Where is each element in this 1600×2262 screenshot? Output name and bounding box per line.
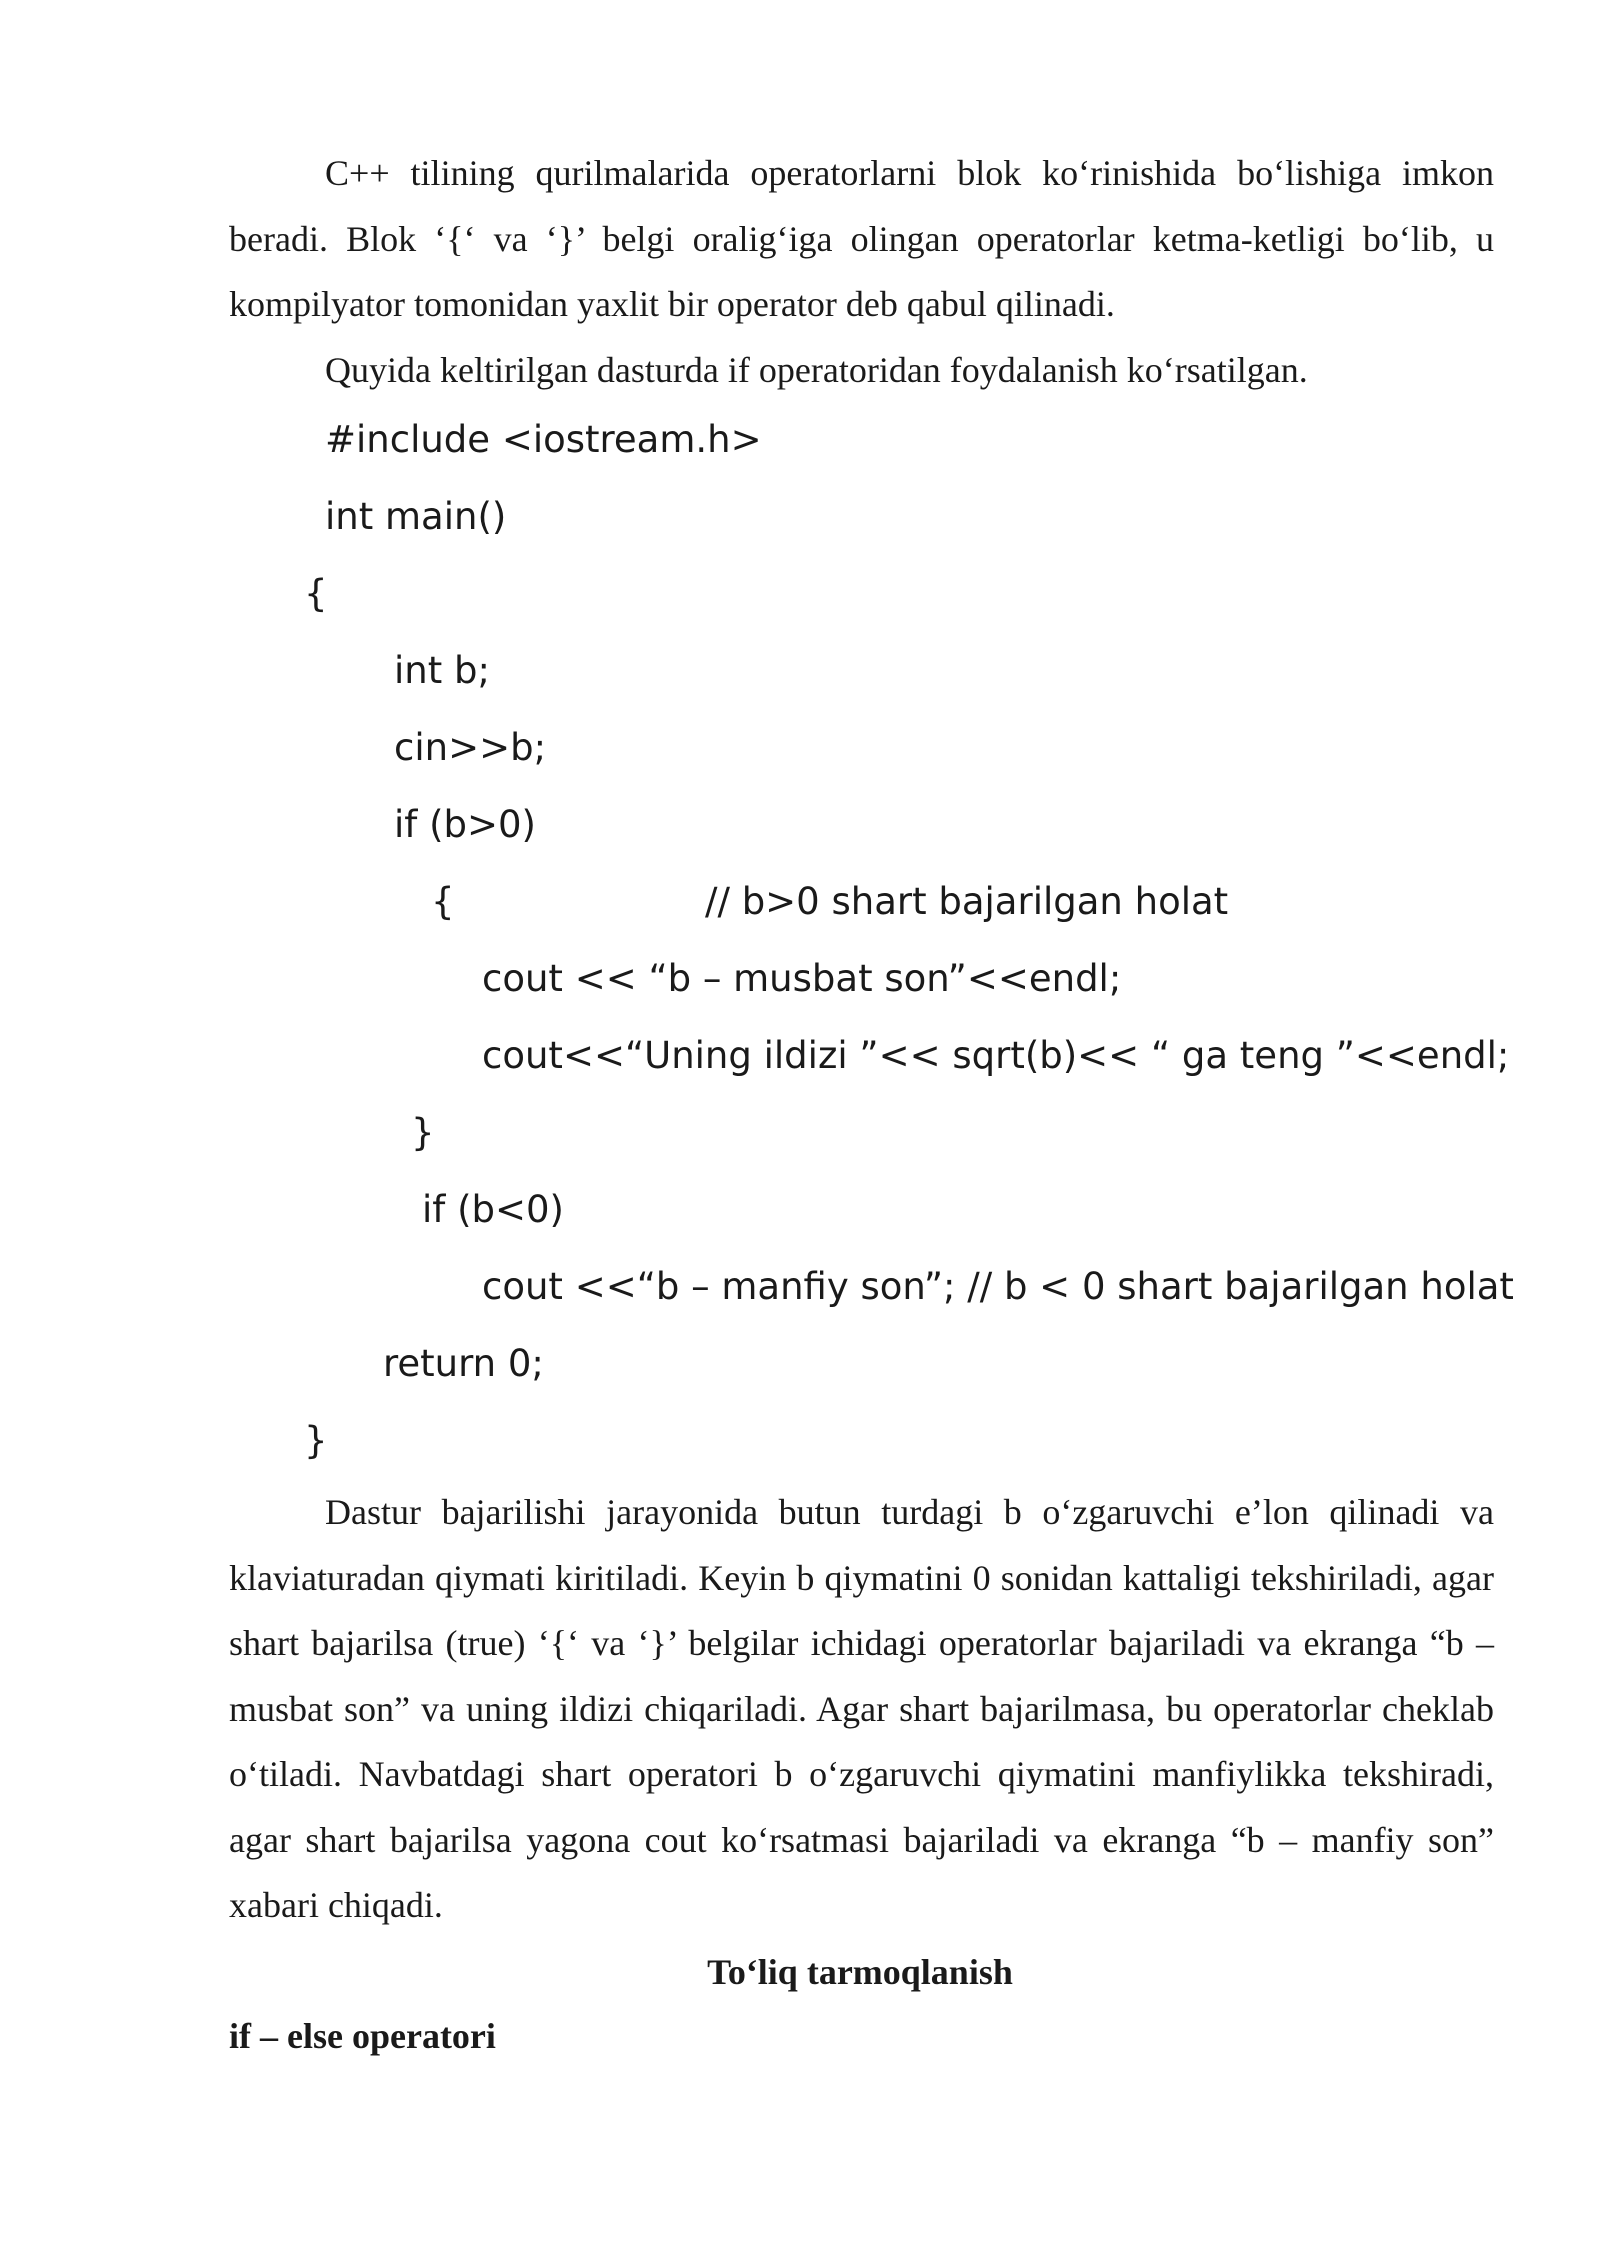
code-line-cout-sqrt: cout<<“Uning ildizi ”<< sqrt(b)<< “ ga teng ”<<endl; xyxy=(482,1034,1510,1077)
code-line-declare: int b; xyxy=(394,649,490,692)
code-line-main: int main() xyxy=(325,495,507,538)
code-line-include: #include <iostream.h> xyxy=(325,418,762,461)
code-line-cout-negative: cout <<“b – manfiy son”; // b < 0 shart bajarilgan holat xyxy=(482,1265,1514,1308)
intro-paragraph: C++ tilining qurilmalarida operatorlarni blok ko‘rinishida bo‘lishiga imkon beradi. Blok ‘{‘ va ‘}’ belgi oralig‘iga olingan operatorlar ketma-ketligi bo‘lib, u kompilyator tomonidan yaxlit bir operator deb qabul qilinadi. xyxy=(229,153,1494,324)
subsection-title: if – else operatori xyxy=(229,2016,496,2056)
code-line-if-positive: if (b>0) xyxy=(394,803,536,846)
section-title: To‘liq tarmoqlanish xyxy=(707,1952,1013,1992)
code-line-cout-positive: cout << “b – musbat son”<<endl; xyxy=(482,957,1122,1000)
code-line-block-close: } xyxy=(411,1111,435,1154)
code-line-close-brace: } xyxy=(304,1419,328,1462)
code-comment-positive: // b>0 shart bajarilgan holat xyxy=(705,880,1229,923)
explanation-paragraph: Dastur bajarilishi jarayonida butun turdagi b o‘zgaruvchi e’lon qilinadi va klaviaturadan qiymati kiritiladi. Keyin b qiymatini 0 sonidan kattaligi tekshiriladi, agar shart bajarilsa (true) ‘{‘ va ‘}’ belgilar ichidagi operatorlar bajariladi va ekranga “b – musbat son” va uning ildizi chiqariladi. Agar shart bajarilmasa, bu operatorlar cheklab o‘tiladi. Navbatdagi shart operatori b o‘zgaruvchi qiymatini manfiylikka tekshiradi, agar shart bajarilsa yagona cout ko‘rsatmasi bajariladi va ekranga “b – manfiy son” xabari chiqadi. xyxy=(229,1492,1494,1925)
code-line-open-brace: { xyxy=(304,572,328,615)
code-line-if-negative: if (b<0) xyxy=(422,1188,564,1231)
example-intro-line: Quyida keltirilgan dasturda if operatoridan foydalanish ko‘rsatilgan. xyxy=(325,350,1308,390)
code-line-return: return 0; xyxy=(383,1342,544,1385)
code-line-block-open: { xyxy=(431,880,455,923)
code-line-input: cin>>b; xyxy=(394,726,547,769)
